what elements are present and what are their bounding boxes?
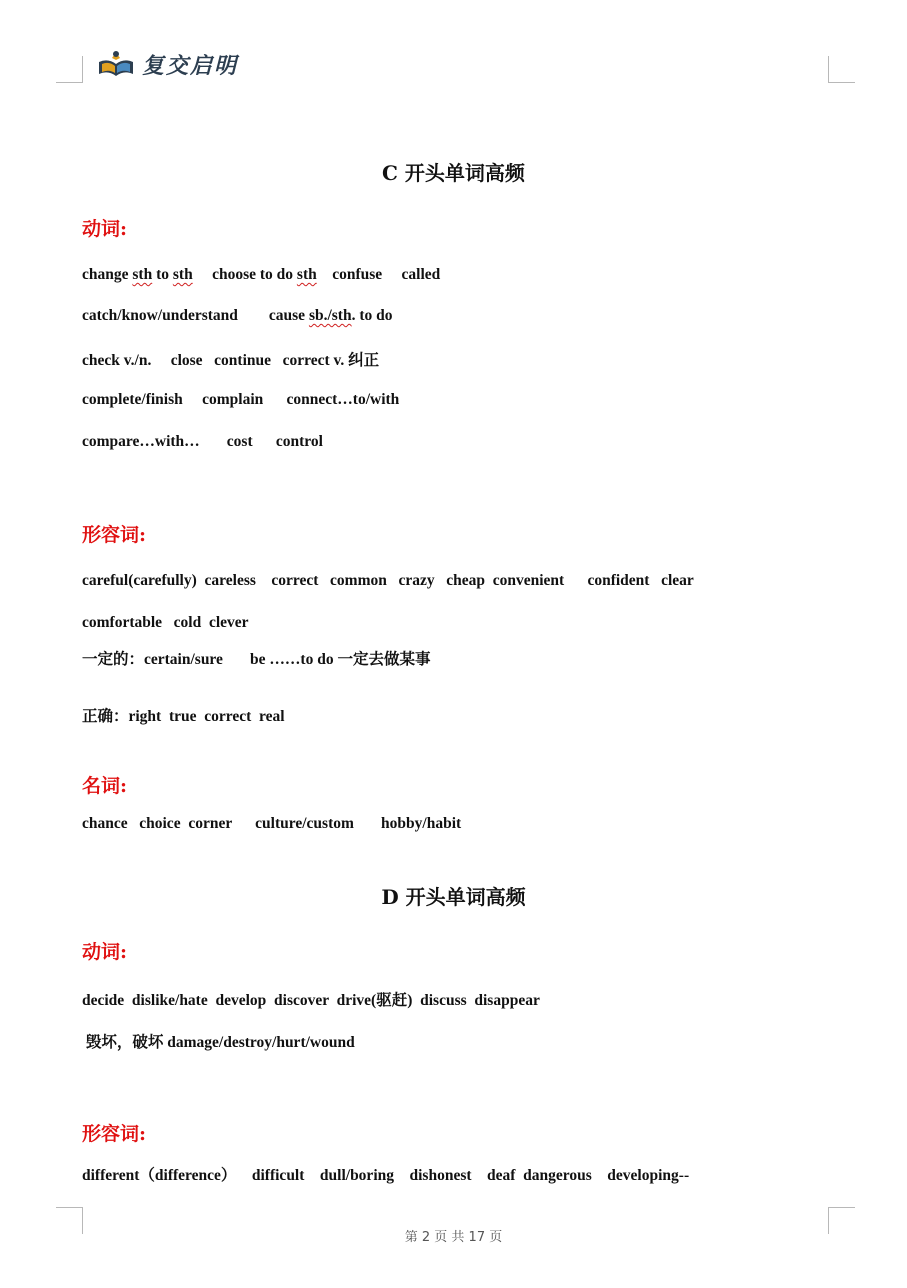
c-verbs-line-3: check v./n. close continue correct v. 纠正 bbox=[82, 352, 380, 369]
d-verbs-line-2: 毁坏，破坏 damage/destroy/hurt/wound bbox=[82, 1034, 355, 1051]
c-adj-line-3: 一定的：certain/sure be ……to do 一定去做某事 bbox=[82, 651, 431, 668]
text-run-underlined: sb./sth bbox=[308, 307, 352, 324]
header-logo bbox=[96, 48, 238, 80]
book-logo-icon bbox=[96, 48, 136, 80]
c-verbs-line-4: complete/finish complain connect…to/with bbox=[82, 391, 400, 408]
c-verbs-line-1 bbox=[82, 266, 440, 284]
c-adj-line-4: 正确：right true correct real bbox=[82, 708, 285, 725]
text-run: to bbox=[152, 266, 173, 283]
section-c-adjectives-heading: 形容词: bbox=[82, 524, 147, 546]
logo-text: 复交启明 bbox=[142, 52, 239, 79]
c-adj-line-1: careful(carefully) careless correct common crazy cheap convenient confident clear bbox=[82, 572, 694, 589]
text-run-underlined: sth bbox=[172, 266, 193, 283]
c-verbs-line-5: compare…with… cost control bbox=[82, 433, 323, 450]
section-c-title: C 开头单词高频 bbox=[382, 161, 525, 185]
text-run: catch/know/understand cause bbox=[82, 307, 309, 324]
crop-mark-top-right bbox=[828, 56, 855, 83]
text-run: change bbox=[82, 266, 133, 283]
text-run: confuse called bbox=[316, 266, 441, 283]
text-run-underlined: sth bbox=[132, 266, 153, 283]
c-nouns-line-1: chance choice corner culture/custom hobby/habit bbox=[82, 815, 462, 832]
crop-mark-top-left bbox=[56, 56, 83, 83]
page-number: 第 2 页 共 17 页 bbox=[404, 1230, 503, 1245]
d-verbs-line-1: decide dislike/hate develop discover drive(驱赶) discuss disappear bbox=[82, 992, 540, 1009]
d-adj-line-1: different（difference） difficult dull/boring dishonest deaf dangerous developing-- bbox=[82, 1167, 690, 1184]
text-run-underlined: sth bbox=[296, 266, 317, 283]
text-run: choose to do bbox=[192, 266, 297, 283]
text-run: . to do bbox=[351, 307, 393, 324]
section-d-adjectives-heading: 形容词: bbox=[82, 1123, 147, 1145]
c-adj-line-2: comfortable cold clever bbox=[82, 614, 249, 631]
section-c-nouns-heading: 名词: bbox=[82, 775, 128, 797]
section-d-title: D 开头单词高频 bbox=[381, 885, 526, 909]
section-d-verbs-heading: 动词: bbox=[82, 941, 128, 963]
section-c-verbs-heading: 动词: bbox=[82, 218, 128, 240]
c-verbs-line-2 bbox=[82, 307, 393, 325]
